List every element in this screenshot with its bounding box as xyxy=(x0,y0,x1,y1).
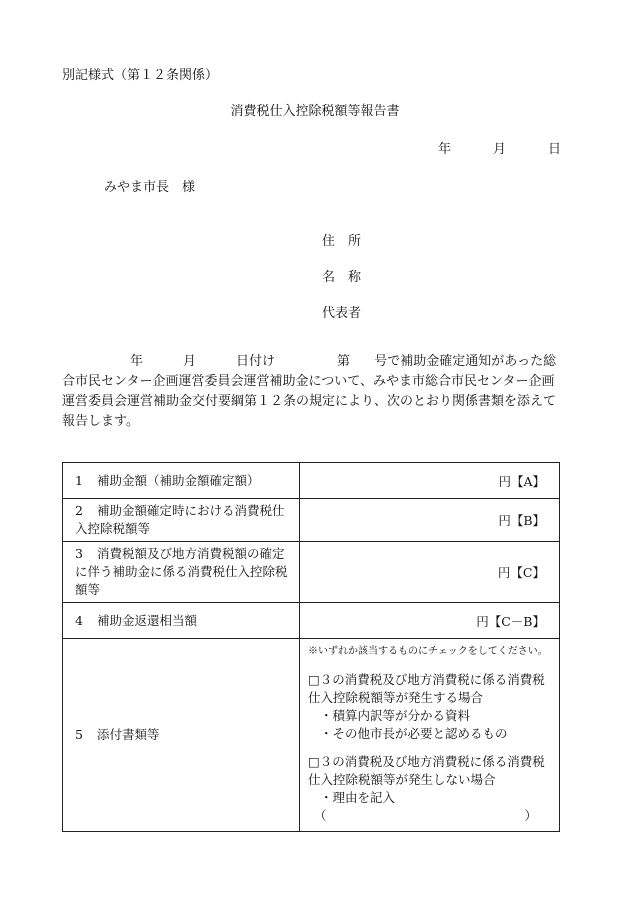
date-day: 日 xyxy=(548,142,562,157)
option-1-checkbox-text[interactable]: □３の消費税及び地方消費税に係る消費税仕入控除税額等が発生する場合 xyxy=(308,672,545,705)
applicant-name-label: 名 称 xyxy=(322,270,362,285)
table-row xyxy=(63,542,560,603)
option-2-checkbox-text[interactable]: □３の消費税及び地方消費税に係る消費税仕入控除税額等が発生しない場合 xyxy=(308,754,545,787)
row-label: 5 添付書類等 xyxy=(63,639,300,832)
row-label: 3 消費税額及び地方消費税額の確定に伴う補助金に係る消費税仕入控除税額等 xyxy=(63,542,300,603)
body-paragraph: 号で補助金確定通知があった総合市民センター企画運営委員会運営補助金について、みやま市総合市民センター企画運営委員会運営補助金交付要綱第１２条の規定により、次のとおり関係書類を添えて報告します。 xyxy=(62,354,557,429)
report-body-text xyxy=(62,352,559,432)
attachments-note: ※いずれか該当するものにチェックをしてください。 xyxy=(308,646,548,657)
date-month: 月 xyxy=(493,142,507,157)
date-year: 年 xyxy=(438,142,452,157)
row-label: 4 補助金返還相当額 xyxy=(63,603,300,639)
row-label: 1 補助金額（補助金額確定額） xyxy=(63,463,300,499)
applicant-address-label: 住 所 xyxy=(322,234,362,249)
table-row-attachments xyxy=(63,639,560,832)
attachments-cell xyxy=(300,639,560,832)
body-month: 月 xyxy=(183,354,197,369)
option-2-item: ・理由を記入 xyxy=(320,790,396,805)
applicant-representative-label: 代表者 xyxy=(322,306,362,321)
option-1-item: ・積算内訳等が分かる資料 xyxy=(320,708,471,723)
body-year: 年 xyxy=(130,354,144,369)
table-row xyxy=(63,499,560,542)
option-1-item: ・その他市長が必要と認めるもの xyxy=(320,726,508,741)
row-label: 2 補助金額確定時における消費税仕入控除税額等 xyxy=(63,499,300,542)
body-dai: 第 xyxy=(337,354,351,369)
date-line xyxy=(438,138,561,157)
row-value: 円【A】 xyxy=(300,463,560,499)
row-value: 円【C】 xyxy=(300,542,560,603)
body-day: 日付け xyxy=(236,354,276,369)
form-label: 別記様式（第１２条関係） xyxy=(62,68,219,83)
document-title: 消費税仕入控除税額等報告書 xyxy=(230,104,400,119)
row-value: 円【B】 xyxy=(300,499,560,542)
reason-field[interactable]: （ ） xyxy=(314,808,537,823)
addressee: みやま市長 様 xyxy=(104,180,196,195)
table-row xyxy=(63,603,560,639)
report-table xyxy=(62,462,560,832)
row-value: 円【C－B】 xyxy=(300,603,560,639)
table-row xyxy=(63,463,560,499)
